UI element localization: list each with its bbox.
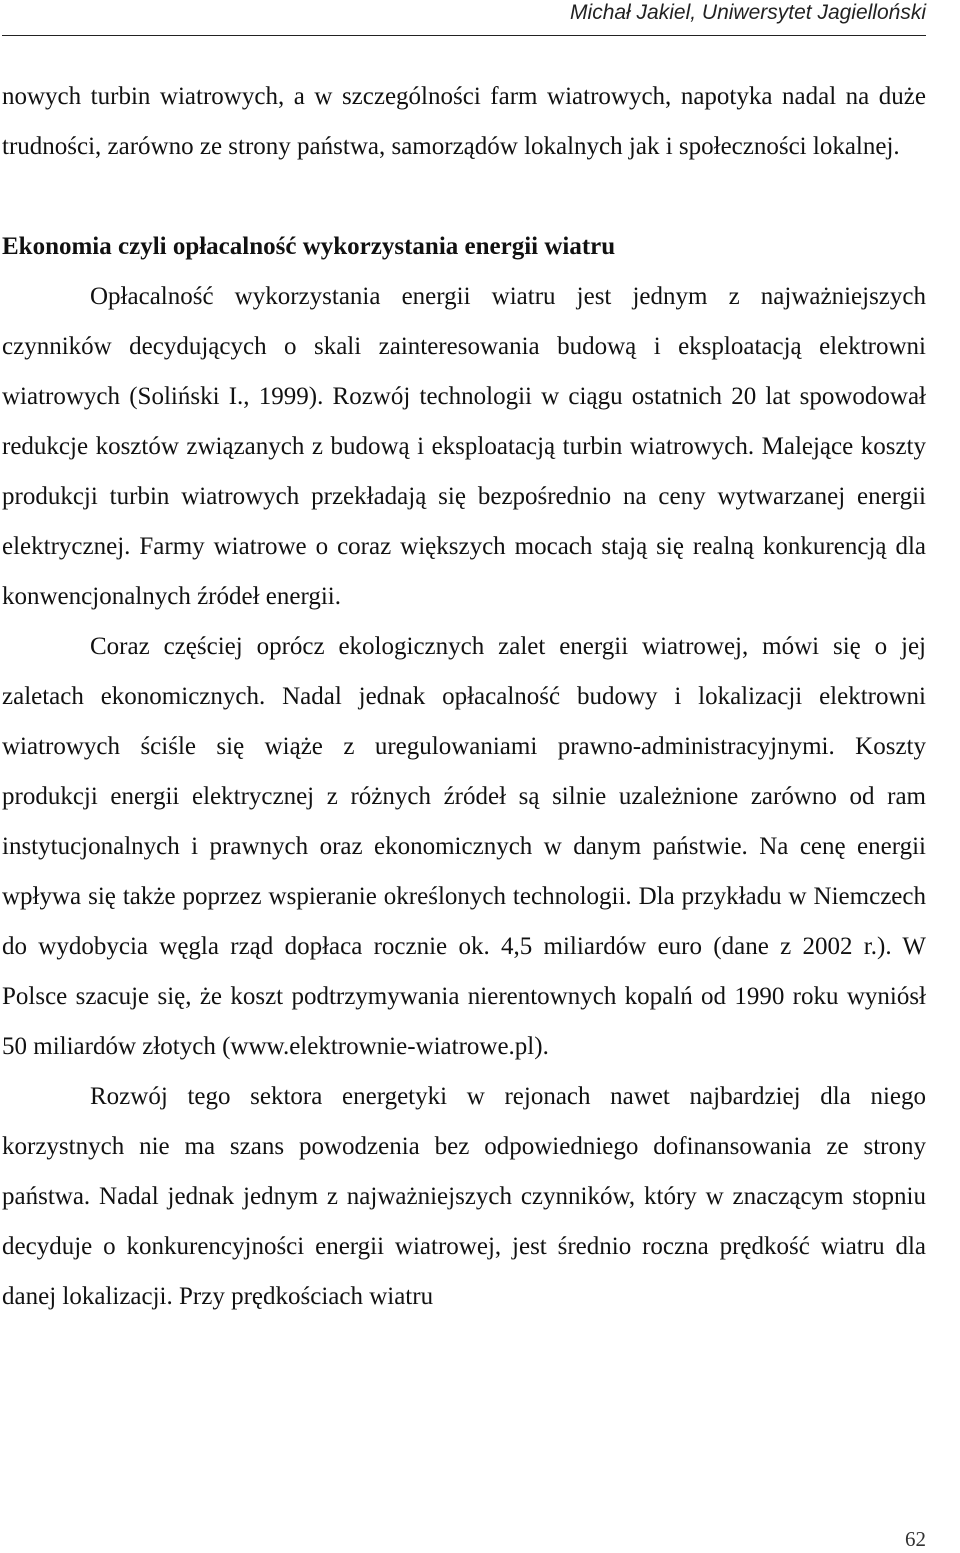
page-number: 62 bbox=[905, 1527, 926, 1551]
paragraph: Coraz częściej oprócz ekologicznych zalet energii wiatrowej, mówi się o jej zaletach ekonomicznych. Nadal jednak opłacalność budowy i lokalizacji elektrowni wiatrowych ściśle się wiąże z uregulowaniami prawno-administracyjnymi. Koszty produkcji energii elektrycznej z różnych źródeł są silnie uzależnione zarówno od ram instytucjonalnych i prawnych oraz ekonomicznych w danym państwie. Na cenę energii wpływa się także poprzez wspieranie określonych technologii. Dla przykładu w Niemczech do wydobycia węgla rząd dopłaca rocznie ok. 4,5 miliardów euro (dane z 2002 r.). W Polsce szacuje się, że koszt podtrzymywania nierentownych kopalń od 1990 roku wyniósł 50 miliardów złotych (www.elektrownie-wiatrowe.pl). bbox=[2, 633, 926, 1060]
paragraph: Opłacalność wykorzystania energii wiatru jest jednym z najważniejszych czynników decydujących o skali zainteresowania budową i eksploatacją elektrowni wiatrowych (Soliński I., 1999). Rozwój technologii w ciągu ostatnich 20 lat spowodował redukcje kosztów związanych z budową i eksploatacją turbin wiatrowych. Malejące koszty produkcji turbin wiatrowych przekładają się bezpośrednio na ceny wytwarzanej energii elektrycznej. Farmy wiatrowe o coraz większych mocach stają się realną konkurencją dla konwencjonalnych źródeł energii. bbox=[2, 283, 926, 610]
paragraph-continuation: nowych turbin wiatrowych, a w szczególności farm wiatrowych, napotyka nadal na duże trudności, zarówno ze strony państwa, samorządów lokalnych jak i społeczności lokalnej. bbox=[2, 83, 926, 160]
header-divider bbox=[2, 35, 926, 36]
paragraph: Rozwój tego sektora energetyki w rejonach nawet najbardziej dla niego korzystnych nie ma szans powodzenia bez odpowiedniego dofinansowania ze strony państwa. Nadal jednak jednym z najważniejszych czynników, który w znaczącym stopniu decyduje o konkurencyjności energii wiatrowej, jest średnio roczna prędkość wiatru dla danej lokalizacji. Przy prędkościach wiatru bbox=[2, 1083, 926, 1310]
page-body bbox=[2, 72, 926, 1322]
running-header: Michał Jakiel, Uniwersytet Jagielloński bbox=[570, 1, 926, 24]
section-heading: Ekonomia czyli opłacalność wykorzystania energii wiatru bbox=[2, 233, 616, 260]
